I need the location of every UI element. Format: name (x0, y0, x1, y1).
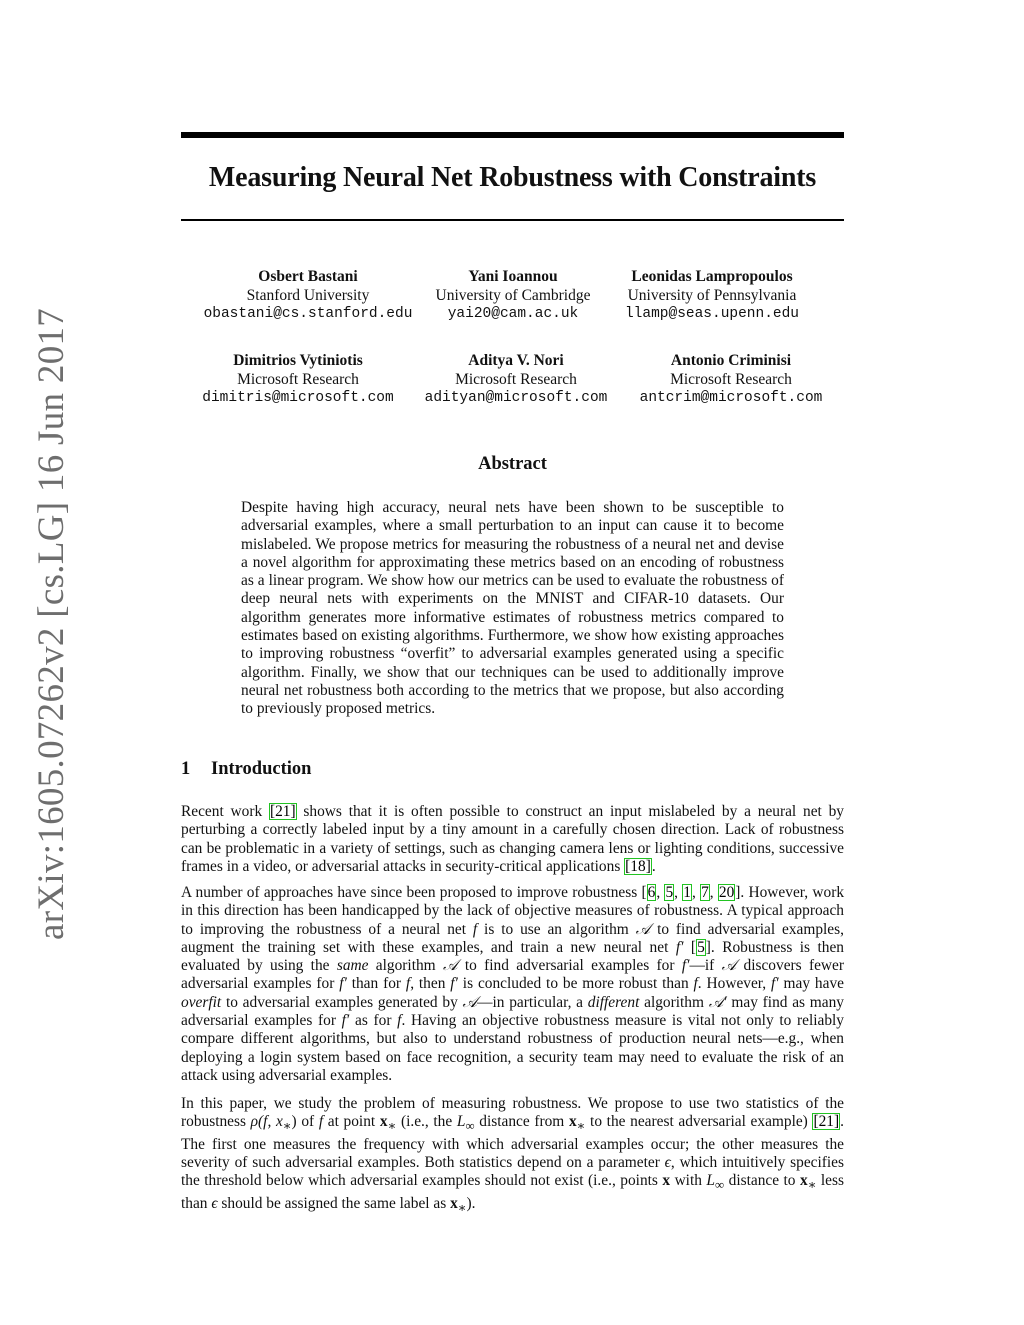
citation-link[interactable]: 6 (647, 884, 656, 901)
citation-link[interactable]: 1 (683, 884, 691, 901)
author-name: Leonidas Lampropoulos (631, 268, 793, 285)
author-email[interactable]: yai20@cam.ac.uk (447, 306, 579, 322)
author-name: Antonio Criminisi (670, 352, 792, 369)
intro-paragraph-2: A number of approaches have since been proposed to improve robustness [6, 5, 1, 7, 20]. However, work in this direction has been handicapped by the lack of objective measures of robustness. A typical approach to improving the robustness of a neural net f is to use an algorithm 𝒜 to find adversarial examples, augment the training set with these examples, and train a new neural net f′ [5]. Robustness is then evaluated by using the same algorithm 𝒜 to find adversarial examples for f′—if 𝒜 discovers fewer adversarial examples for f′ than for f, then f′ is concluded to be more robust than f. However, f′ may have overfit to adversarial examples generated by 𝒜—in particular, a different algorithm 𝒜′ may find as many adversarial examples for f′ as for f. Having an objective robustness measure is vital not only to reliably compare different algorithms, but also to understand robustness of production neural nets—e.g., when deploying a login system based on face recognition, a security team may need to evaluate the risk of an attack using adversarial examples. (181, 884, 845, 1084)
citation-link[interactable]: 5 (665, 884, 674, 901)
citation-link[interactable]: [21] (269, 803, 296, 820)
author-name: Aditya V. Nori (468, 352, 564, 369)
section-title: Introduction (211, 759, 312, 779)
author-name: Osbert Bastani (258, 268, 358, 285)
author-email[interactable]: adityan@microsoft.com (424, 390, 608, 406)
citation-link[interactable]: 7 (701, 884, 709, 901)
intro-paragraph-3: In this paper, we study the problem of measuring robustness. We propose to use two statistics of the robustness ρ(f, $x_∗$) of f at point $x_∗$ (i.e., the $L_\infty$ distance from $x_∗$ to the nearest adversarial example) [21]. The first one measures the frequency with which adversarial examples occur; the other measures the severity of such adversarial examples. Both statistics depend on a parameter ϵ, which intuitively specifies the threshold below which adversarial examples should not exist (i.e., points x with $L_\infty$ distance to $x_∗$ less than ϵ should be assigned the same label as $x_∗$). (181, 1095, 844, 1215)
author-block (601, 351, 861, 408)
intro-paragraph-1: Recent work [21] shows that it is often possible to construct an input mislabeled by a neural net by perturbing a correctly labeled input by a tiny amount in a carefully chosen direction. Lack of robustness can be problematic in a variety of settings, such as changing camera lens or lighting conditions, successive frames in a video, or adversarial attacks in security-critical applications [18]. (181, 803, 844, 875)
title-rule-bottom (181, 219, 844, 221)
author-row-2 (181, 351, 844, 411)
abstract-heading: Abstract (478, 454, 547, 474)
author-affiliation: Stanford University (246, 287, 370, 304)
author-name: Dimitrios Vytiniotis (233, 352, 363, 369)
title-rule-top (181, 132, 844, 138)
author-email[interactable]: obastani@cs.stanford.edu (203, 306, 413, 322)
section-heading (181, 759, 311, 780)
author-affiliation: University of Cambridge (435, 287, 591, 304)
abstract-text: Despite having high accuracy, neural nets have been shown to be susceptible to adversarial examples, where a small perturbation to an input can cause it to become mislabeled. We propose metrics for measuring the robustness of a neural net and devise a novel algorithm for approximating these metrics based on an encoding of robustness as a linear program. We show how our metrics can be used to evaluate the robustness of deep neural nets with experiments on the MNIST and CIFAR-10 datasets. Our algorithm generates more informative estimates of robustness metrics compared to estimates based on existing algorithms. Furthermore, we show how existing approaches to improving robustness “overfit” to adversarial examples generated using a specific algorithm. Finally, we show that our techniques can be used to additionally improve neural net robustness both according to the metrics that we propose, but also according to previously proposed metrics. (241, 499, 784, 718)
section-number: 1 (181, 759, 191, 779)
author-name: Yani Ioannou (468, 268, 558, 285)
author-email[interactable]: llamp@seas.upenn.edu (624, 306, 800, 322)
author-email[interactable]: dimitris@microsoft.com (202, 390, 394, 406)
paper-title: Measuring Neural Net Robustness with Constraints (208, 162, 817, 193)
author-email[interactable]: antcrim@microsoft.com (639, 390, 823, 406)
author-affiliation: Microsoft Research (670, 371, 792, 388)
author-row-1 (181, 267, 844, 327)
citation-link[interactable]: [18] (625, 857, 651, 875)
arxiv-identifier-stamp: arXiv:1605.07262v2 [cs.LG] 16 Jun 2017 (31, 307, 72, 940)
author-affiliation: Microsoft Research (237, 371, 359, 388)
citation-link[interactable]: 20 (718, 884, 735, 901)
citation-link[interactable]: [21] (813, 1113, 840, 1131)
citation-link[interactable]: 5 (697, 938, 705, 956)
author-affiliation: University of Pennsylvania (627, 287, 797, 304)
author-affiliation: Microsoft Research (455, 371, 577, 388)
author-block (582, 267, 842, 324)
